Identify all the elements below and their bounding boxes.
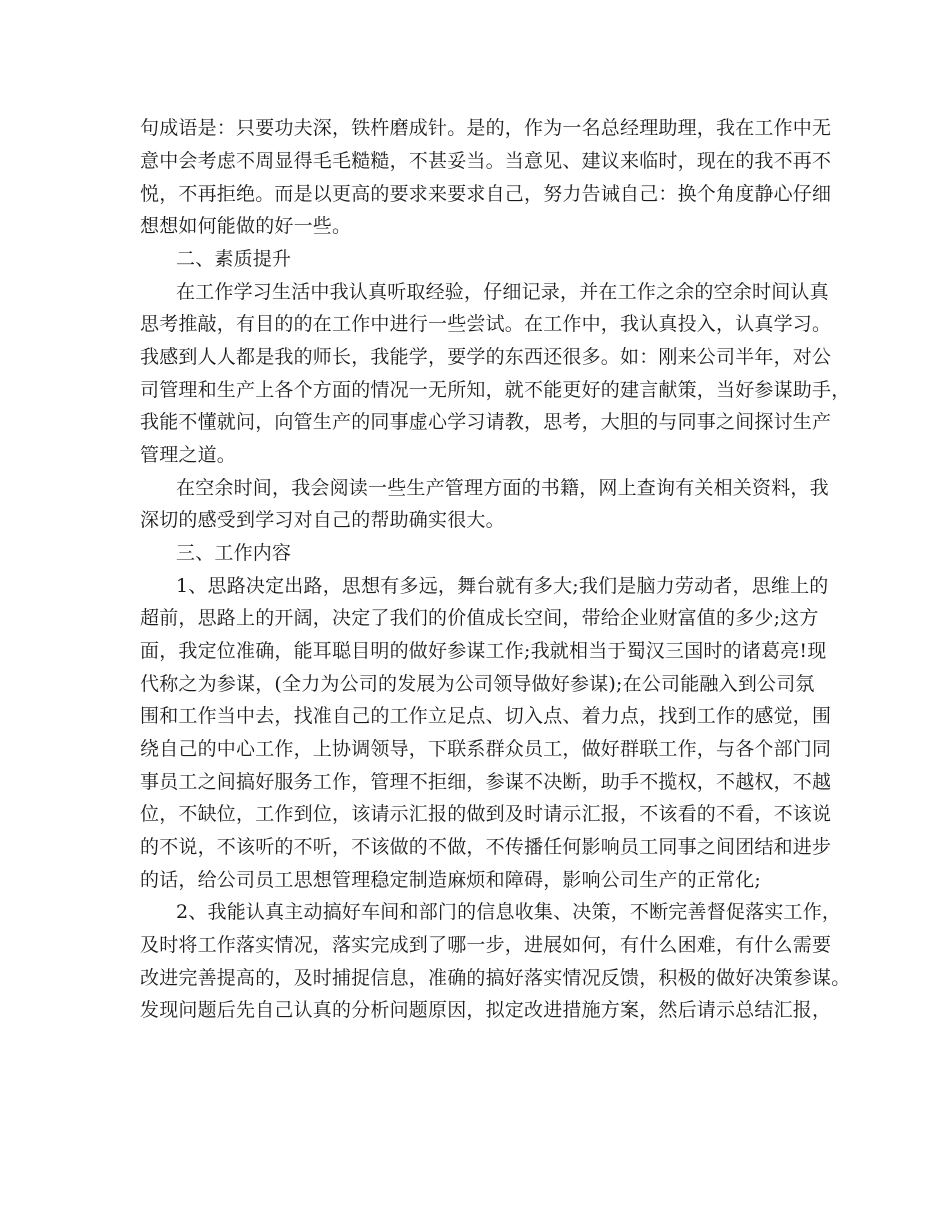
text-line: 面，我定位准确，能耳聪目明的做好参谋工作;我就相当于蜀汉三国时的诸葛亮!现 [140,640,827,662]
text-line: 围和工作当中去，找准自己的工作立足点、切入点、着力点，找到工作的感觉，围 [140,705,832,727]
text-line: 管理之道。 [140,444,237,466]
text-line: 1、思路决定出路，思想有多远，舞台就有多大;我们是脑力劳动者，思维上的 [176,575,829,597]
text-line: 改进完善提高的，及时捕捉信息，准确的搞好落实情况反馈，积极的做好决策参谋。 [140,967,851,989]
text-line: 思考推敲，有目的的在工作中进行一些尝试。在工作中，我认真投入，认真学习。 [140,313,832,335]
section-heading: 三、工作内容 [176,542,292,564]
text-line: 我能不懂就问，向管生产的同事虚心学习请教，思考，大胆的与同事之间探讨生产 [140,411,832,433]
text-line: 发现问题后先自己认真的分析问题原因，拟定改进措施方案，然后请示总结汇报， [140,999,832,1021]
text-line: 及时将工作落实情况，落实完成到了哪一步，进展如何，有什么困难，有什么需要 [140,934,832,956]
text-line: 的话，给公司员工思想管理稳定制造麻烦和障碍，影响公司生产的正常化; [140,869,762,891]
text-line: 句成语是：只要功夫深，铁杵磨成针。是的，作为一名总经理助理，我在工作中无 [140,117,832,139]
text-line: 绕自己的中心工作，上协调领导，下联系群众员工，做好群联工作，与各个部门同 [140,738,832,760]
text-line: 位，不缺位，工作到位，该请示汇报的做到及时请示汇报，不该看的不看，不该说 [140,803,832,825]
text-line: 代称之为参谋，(全力为公司的发展为公司领导做好参谋);在公司能融入到公司氛 [140,673,815,695]
text-line: 在工作学习生活中我认真听取经验，仔细记录，并在工作之余的空余时间认真 [176,281,829,303]
text-line: 2、我能认真主动搞好车间和部门的信息收集、决策，不断完善督促落实工作， [176,901,842,923]
text-line: 深切的感受到学习对自己的帮助确实很大。 [140,509,505,531]
text-line: 意中会考虑不周显得毛毛糙糙，不甚妥当。当意见、建议来临时，现在的我不再不 [140,150,832,172]
text-line: 的不说，不该听的不听，不该做的不做，不传播任何影响员工同事之间团结和进步 [140,836,832,858]
text-line: 事员工之间搞好服务工作，管理不拒细，参谋不决断，助手不揽权，不越权，不越 [140,771,832,793]
text-line: 悦，不再拒绝。而是以更高的要求来要求自己，努力告诫自己：换个角度静心仔细 [140,183,832,205]
text-line: 在空余时间，我会阅读一些生产管理方面的书籍，网上查询有关相关资料，我 [176,477,829,499]
text-line: 超前，思路上的开阔，决定了我们的价值成长空间，带给企业财富值的多少;这方 [140,607,819,629]
text-line: 司管理和生产上各个方面的情况一无所知，就不能更好的建言献策，当好参谋助手， [140,379,851,401]
text-line: 想想如何能做的好一些。 [140,215,352,237]
section-heading: 二、素质提升 [176,248,292,270]
text-line: 我感到人人都是我的师长，我能学，要学的东西还很多。如：刚来公司半年，对公 [140,346,832,368]
